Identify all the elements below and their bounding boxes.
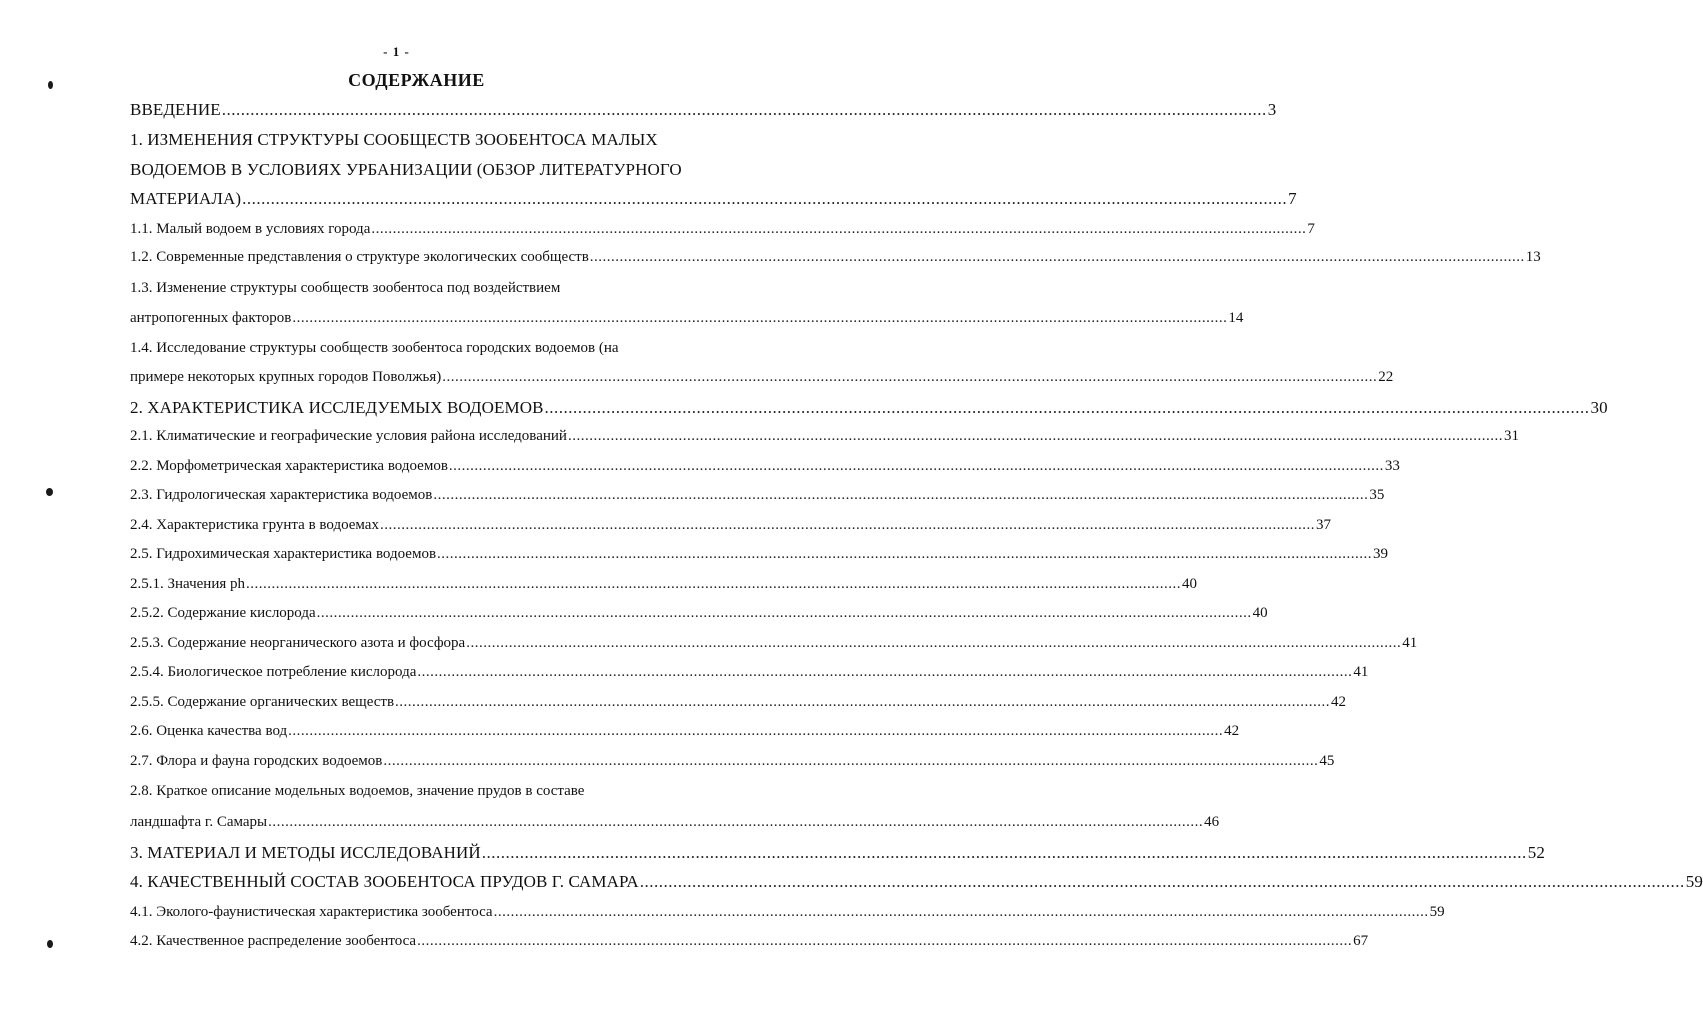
toc-page-number: 22 xyxy=(1378,369,1394,385)
toc-page-number: 7 xyxy=(1288,189,1297,208)
toc-page-number: 13 xyxy=(1525,249,1541,265)
dot-leader: ............................................................................................................................................................................................................................ xyxy=(268,814,1204,830)
scan-speck xyxy=(48,81,53,89)
toc-entry-text: ВВЕДЕНИЕ xyxy=(130,100,221,119)
toc-page-number: 31 xyxy=(1503,428,1519,444)
dot-leader: ............................................................................................................................................................................................................................ xyxy=(417,933,1353,949)
toc-entry-text: 2.6. Оценка качества вод xyxy=(130,723,288,739)
dot-leader: ............................................................................................................................................................................................................................ xyxy=(395,694,1331,710)
scan-speck xyxy=(46,488,53,496)
toc-entry-text: 1.2. Современные представления о структуре экологических сообществ xyxy=(130,249,589,265)
dot-leader: ............................................................................................................................................................................................................................ xyxy=(493,904,1429,920)
toc-page-number: 59 xyxy=(1685,872,1703,891)
toc-page-number: 3 xyxy=(1267,100,1277,119)
toc-entry-text: 3. МАТЕРИАЛ И МЕТОДЫ ИССЛЕДОВАНИЙ xyxy=(130,843,481,862)
toc-page-number: 67 xyxy=(1353,933,1369,949)
toc-entry-text: 4.1. Эколого-фаунистическая характеристика зообентоса xyxy=(130,904,493,920)
toc-entry-text: 2.5. Гидрохимическая характеристика водоемов xyxy=(130,546,437,562)
toc-page-number: 14 xyxy=(1228,310,1244,326)
toc-entry-text: 1.4. Исследование структуры сообществ зообентоса городских водоемов (на xyxy=(130,340,619,356)
toc-entry-text: 2. ХАРАКТЕРИСТИКА ИССЛЕДУЕМЫХ ВОДОЕМОВ xyxy=(130,398,544,417)
dot-leader: ............................................................................................................................................................................................................................ xyxy=(292,310,1228,326)
toc-entry-text: 2.8. Краткое описание модельных водоемов, значение прудов в составе xyxy=(130,783,585,799)
toc-entry-text: МАТЕРИАЛА) xyxy=(130,189,242,208)
toc-entry-text: 1. ИЗМЕНЕНИЯ СТРУКТУРЫ СООБЩЕСТВ ЗООБЕНТОСА МАЛЫХ xyxy=(130,130,658,149)
dot-leader: ............................................................................................................................................................................................................................ xyxy=(316,605,1252,621)
toc-heading: СОДЕРЖАНИЕ xyxy=(348,70,485,90)
toc-page-number: 7 xyxy=(1307,221,1315,237)
dot-leader: ............................................................................................................................................................................................................................ xyxy=(221,100,1267,119)
toc-page-number: 30 xyxy=(1590,398,1608,417)
toc-entry-text: примере некоторых крупных городов Поволжья) xyxy=(130,369,442,385)
toc-page-number: 42 xyxy=(1331,694,1347,710)
toc-entry-text: 2.3. Гидрологическая характеристика водоемов xyxy=(130,487,433,503)
toc-entry-text: 2.5.3. Содержание неорганического азота и фосфора xyxy=(130,635,466,651)
dot-leader: ............................................................................................................................................................................................................................ xyxy=(433,487,1369,503)
dot-leader: ............................................................................................................................................................................................................................ xyxy=(246,576,1182,592)
dot-leader: ............................................................................................................................................................................................................................ xyxy=(448,458,1384,474)
dot-leader: ............................................................................................................................................................................................................................ xyxy=(589,249,1525,265)
toc-entry-text: 2.5.1. Значения ph xyxy=(130,576,246,592)
toc-entry-text: 2.4. Характеристика грунта в водоемах xyxy=(130,517,379,533)
toc-page-number: 33 xyxy=(1384,458,1400,474)
toc-entry-text: 2.5.2. Содержание кислорода xyxy=(130,605,316,621)
dot-leader: ............................................................................................................................................................................................................................ xyxy=(242,189,1288,208)
dot-leader: ............................................................................................................................................................................................................................ xyxy=(639,872,1685,891)
dot-leader: ............................................................................................................................................................................................................................ xyxy=(567,428,1503,444)
toc-page-number: 40 xyxy=(1182,576,1198,592)
toc-entry-text: антропогенных факторов xyxy=(130,310,292,326)
scan-speck xyxy=(47,940,53,948)
toc-page-number: 37 xyxy=(1315,517,1331,533)
dot-leader: ............................................................................................................................................................................................................................ xyxy=(442,369,1378,385)
dot-leader: ............................................................................................................................................................................................................................ xyxy=(383,753,1319,769)
toc-entry-text: 2.7. Флора и фауна городских водоемов xyxy=(130,753,383,769)
toc-entry-text: 2.5.5. Содержание органических веществ xyxy=(130,694,395,710)
toc-entry-text: 4. КАЧЕСТВЕННЫЙ СОСТАВ ЗООБЕНТОСА ПРУДОВ Г. САМАРА xyxy=(130,872,639,891)
dot-leader: ............................................................................................................................................................................................................................ xyxy=(481,843,1527,862)
toc-page-number: 41 xyxy=(1402,635,1418,651)
dot-leader: ............................................................................................................................................................................................................................ xyxy=(371,221,1307,237)
toc-entry-text: 2.5.4. Биологическое потребление кислорода xyxy=(130,664,417,680)
toc-entry-text: 1.1. Малый водоем в условиях города xyxy=(130,221,371,237)
dot-leader: ............................................................................................................................................................................................................................ xyxy=(437,546,1373,562)
dot-leader: ............................................................................................................................................................................................................................ xyxy=(466,635,1402,651)
dot-leader: ............................................................................................................................................................................................................................ xyxy=(417,664,1353,680)
toc-page-number: 39 xyxy=(1373,546,1389,562)
toc-page-number: 52 xyxy=(1527,843,1545,862)
dot-leader: ............................................................................................................................................................................................................................ xyxy=(288,723,1224,739)
toc-page-number: 59 xyxy=(1429,904,1445,920)
dot-leader: ............................................................................................................................................................................................................................ xyxy=(544,398,1590,417)
toc-entry-text: 4.2. Качественное распределение зообентоса xyxy=(130,933,417,949)
toc-page-number: 35 xyxy=(1369,487,1385,503)
toc-page-number: 46 xyxy=(1204,814,1220,830)
toc-entry-text: ландшафта г. Самары xyxy=(130,814,268,830)
toc-page-number: 45 xyxy=(1319,753,1335,769)
toc-entry-text: 2.2. Морфометрическая характеристика водоемов xyxy=(130,458,448,474)
toc-page-number: 41 xyxy=(1353,664,1369,680)
toc-entry-text: 2.1. Климатические и географические условия района исследований xyxy=(130,428,567,444)
toc-entry-text: ВОДОЕМОВ В УСЛОВИЯХ УРБАНИЗАЦИИ (ОБЗОР ЛИТЕРАТУРНОГО xyxy=(130,160,682,179)
page-number: - 1 - xyxy=(383,44,410,59)
dot-leader: ............................................................................................................................................................................................................................ xyxy=(379,517,1315,533)
toc-page-number: 40 xyxy=(1252,605,1268,621)
toc-page-number: 42 xyxy=(1224,723,1240,739)
toc-entry-text: 1.3. Изменение структуры сообществ зообентоса под воздействием xyxy=(130,280,561,296)
